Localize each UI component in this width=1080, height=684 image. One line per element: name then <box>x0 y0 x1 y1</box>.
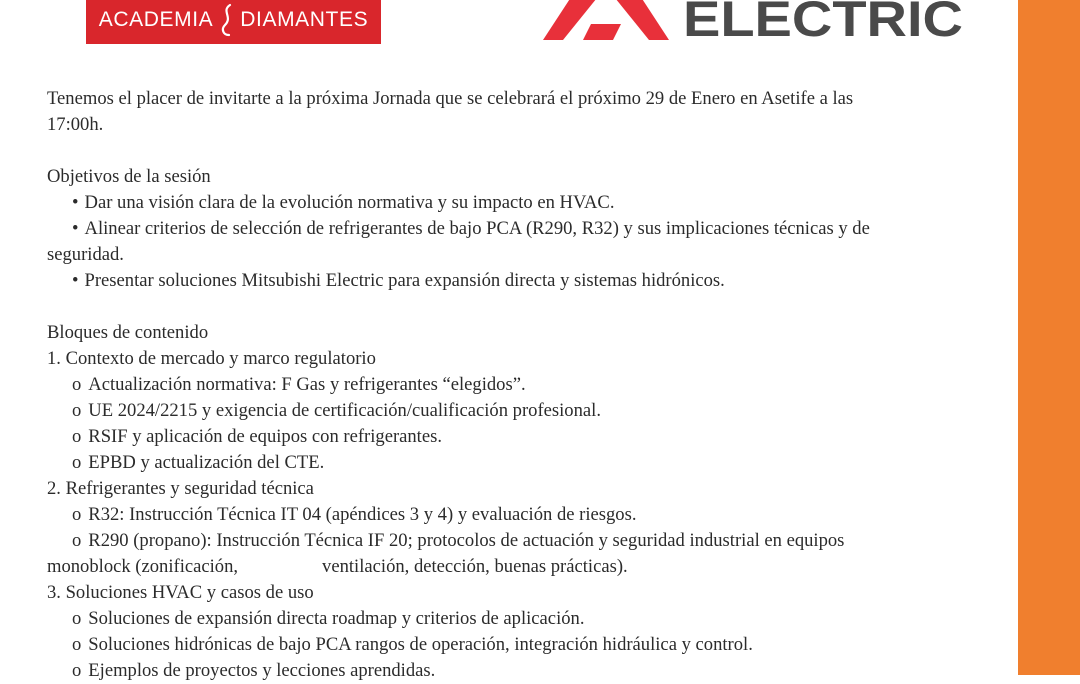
logo-word-academia: ACADEMIA <box>98 8 214 31</box>
bloque-item-text: EPBD y actualización del CTE. <box>88 452 325 473</box>
sub-bullet-glyph: o <box>72 608 82 629</box>
section-title: 1. Contexto de mercado y marco regulatorio <box>47 348 376 369</box>
bloque-item-text: Soluciones hidrónicas de bajo PCA rangos de operación, integración hidráulica y control. <box>88 634 753 655</box>
academia-diamantes-logo <box>86 0 381 44</box>
objetivo-text: Presentar soluciones Mitsubishi Electric para expansión directa y sistemas hidrónicos. <box>84 270 725 291</box>
list-item <box>47 450 1007 476</box>
sub-bullet-glyph: o <box>72 530 82 551</box>
sub-bullet-glyph: o <box>72 374 82 395</box>
objetivo-continuation: seguridad. <box>47 244 124 265</box>
list-item <box>47 372 1007 398</box>
intro-line-1: Tenemos el placer de invitarte a la próxima Jornada que se celebrará el próximo 29 de Enero en Asetife a las <box>47 88 854 109</box>
bloques-heading: Bloques de contenido <box>47 322 209 343</box>
bloque-item-text: Actualización normativa: F Gas y refrigerantes “elegidos”. <box>88 374 526 395</box>
bloque-item-text: Soluciones de expansión directa roadmap y criterios de aplicación. <box>88 608 585 629</box>
three-diamonds-icon <box>543 0 669 44</box>
bloque-item-text: UE 2024/2215 y exigencia de certificación/cualificación profesional. <box>88 400 601 421</box>
logo-word-diamantes: DIAMANTES <box>240 8 369 31</box>
sub-bullet-glyph: o <box>72 452 82 473</box>
logo-electric-text: ELECTRIC <box>683 0 963 47</box>
list-item <box>47 424 1007 450</box>
list-item <box>47 658 1007 684</box>
bullet-glyph: • <box>72 218 79 239</box>
intro-line-2: 17:00h. <box>47 114 104 135</box>
bloque-item-text: Ejemplos de proyectos y lecciones aprendidas. <box>88 660 436 681</box>
sub-bullet-glyph: o <box>72 400 82 421</box>
list-item <box>47 398 1007 424</box>
bullet-glyph: • <box>72 192 79 213</box>
objetivo-text: Dar una visión clara de la evolución normativa y su impacto en HVAC. <box>84 192 615 213</box>
section-title: 3. Soluciones HVAC y casos de uso <box>47 582 314 603</box>
swirl-icon <box>219 3 235 37</box>
mitsubishi-electric-logo <box>543 0 963 47</box>
sub-bullet-glyph: o <box>72 634 82 655</box>
bullet-glyph: • <box>72 270 79 291</box>
sub-bullet-glyph: o <box>72 660 82 681</box>
objetivo-text: Alinear criterios de selección de refrigerantes de bajo PCA (R290, R32) y sus implicaciones técnicas y de <box>84 218 870 239</box>
list-item <box>47 632 1007 658</box>
continuation-part-a: monoblock (zonificación, <box>47 556 239 577</box>
list-item <box>47 268 1007 294</box>
list-item <box>47 216 1007 242</box>
continuation-part-b: ventilación, detección, buenas prácticas). <box>322 556 628 577</box>
list-item <box>47 606 1007 632</box>
objetivos-heading: Objetivos de la sesión <box>47 166 211 187</box>
section-title: 2. Refrigerantes y seguridad técnica <box>47 478 314 499</box>
bloque-item-text: RSIF y aplicación de equipos con refrigerantes. <box>88 426 442 447</box>
bloque-continuation <box>47 554 1007 580</box>
list-item <box>47 190 1007 216</box>
sub-bullet-glyph: o <box>72 426 82 447</box>
list-item <box>47 528 1007 554</box>
orange-side-band <box>1018 0 1080 675</box>
sub-bullet-glyph: o <box>72 504 82 525</box>
bloque-item-text: R32: Instrucción Técnica IT 04 (apéndices 3 y 4) y evaluación de riesgos. <box>88 504 637 525</box>
bloque-item-text: R290 (propano): Instrucción Técnica IF 20; protocolos de actuación y seguridad industrial en equipos <box>88 530 845 551</box>
invitation-body <box>47 86 1007 684</box>
list-item <box>47 502 1007 528</box>
